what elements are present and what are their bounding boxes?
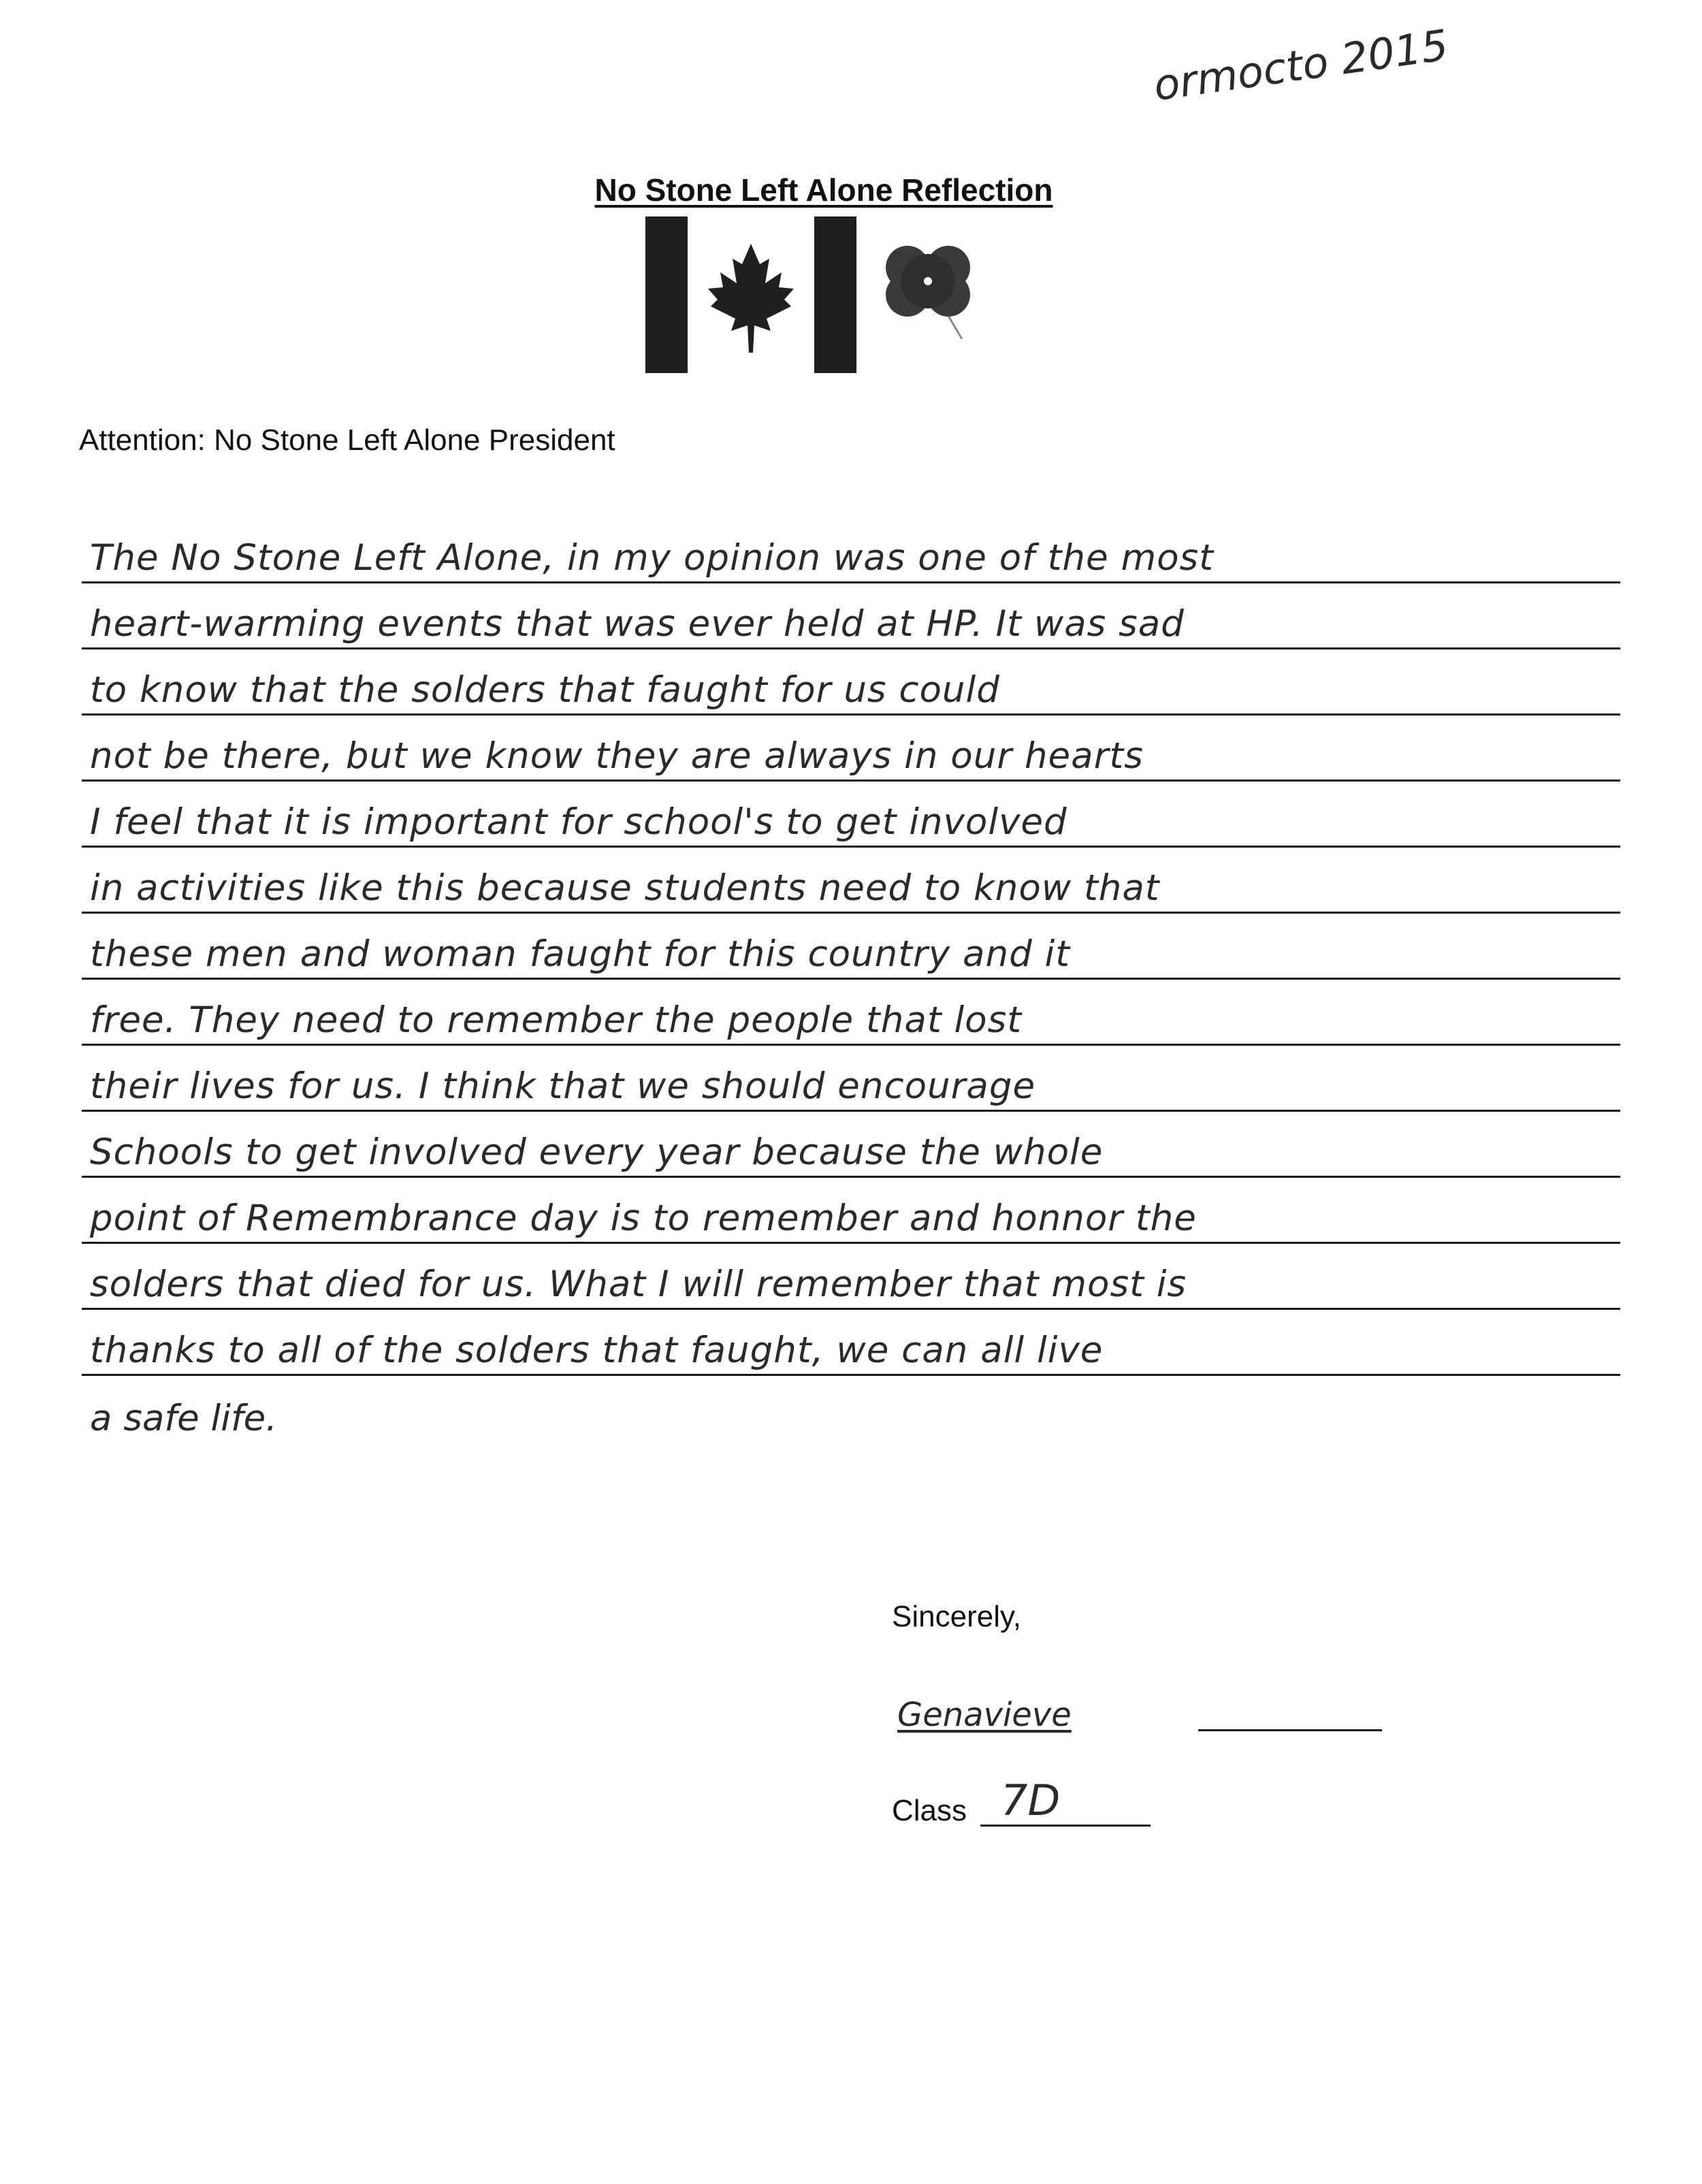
body-line-text: a safe life.: [90, 1398, 278, 1439]
body-line: [82, 716, 1620, 782]
body-line: [82, 848, 1620, 914]
class-row: [892, 1776, 1164, 1835]
body-line: [82, 1046, 1620, 1112]
body-line-text: to know that the solders that faught for us could: [90, 669, 1000, 711]
document-title: No Stone Left Alone Reflection: [594, 172, 1053, 208]
body-line-text: in activities like this because students need to know that: [90, 867, 1160, 909]
signature-row: [892, 1685, 1382, 1739]
body-line-text: their lives for us. I think that we should encourage: [90, 1065, 1036, 1107]
body-line-text: these men and woman faught for this country and it: [90, 933, 1071, 975]
body-line: [82, 914, 1620, 980]
body-line-text: free. They need to remember the people that lost: [90, 999, 1022, 1041]
class-label: Class: [892, 1794, 967, 1827]
body-line: [82, 782, 1620, 848]
signature-blank-line: [1198, 1729, 1382, 1731]
body-line: [82, 1112, 1620, 1178]
body-line-text: The No Stone Left Alone, in my opinion was one of the most: [90, 537, 1214, 579]
body-line: [82, 1244, 1620, 1310]
signature: Genavieve: [897, 1696, 1072, 1734]
class-value: 7D: [1001, 1776, 1061, 1825]
body-line-last: [82, 1376, 1620, 1442]
body-line-text: point of Remembrance day is to remember and honnor the: [90, 1198, 1197, 1239]
body-line-text: Schools to get involved every year because the whole: [90, 1131, 1104, 1173]
body-line-text: thanks to all of the solders that faught, we can all live: [90, 1330, 1104, 1371]
body-line-text: solders that died for us. What I will remember that most is: [90, 1264, 1187, 1305]
poppy-icon: [877, 230, 979, 346]
body-line: [82, 1310, 1620, 1376]
handwritten-body: [82, 517, 1620, 1442]
canadian-flag-icon: [645, 216, 856, 373]
body-line: [82, 517, 1620, 583]
corner-note: ormocto 2015: [1151, 20, 1451, 111]
body-line: [82, 980, 1620, 1046]
body-line-text: I feel that it is important for school's to get involved: [90, 801, 1067, 843]
emblems: [645, 216, 999, 373]
body-line: [82, 583, 1620, 649]
closing: Sincerely,: [892, 1600, 1021, 1633]
attention-line: Attention: No Stone Left Alone President: [79, 423, 615, 457]
body-line-text: heart-warming events that was ever held at HP. It was sad: [90, 603, 1185, 645]
body-line: [82, 649, 1620, 716]
body-line-text: not be there, but we know they are always in our hearts: [90, 735, 1144, 777]
body-line: [82, 1178, 1620, 1244]
